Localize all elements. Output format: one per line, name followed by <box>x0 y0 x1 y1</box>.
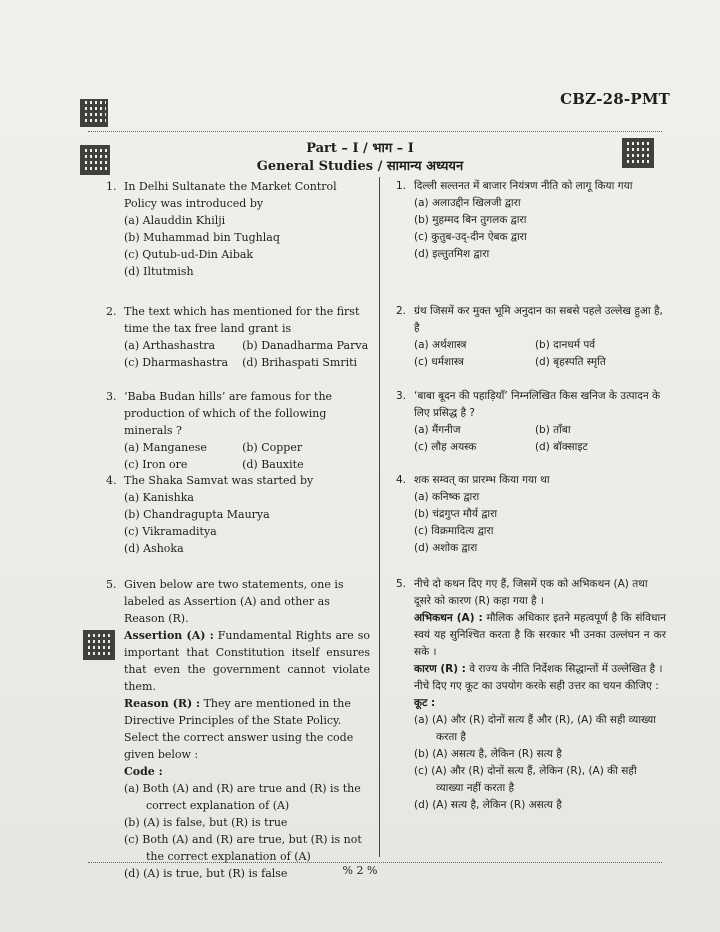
question-3-en <box>106 388 370 473</box>
question-number: 3. <box>106 390 117 403</box>
option-d: (d) Iltutmish <box>124 265 194 278</box>
question-2-hi <box>396 303 666 371</box>
question-text: In Delhi Sultanate the Market Control Policy was introduced by <box>124 180 337 210</box>
option-a: (a) कनिष्क द्वारा <box>414 491 480 503</box>
reason-text: They are mentioned in the Directive Principles of the State Policy. <box>124 697 351 727</box>
option-b: (b) ताँबा <box>534 424 571 436</box>
option-a: (a) मैंगनीज <box>414 424 461 436</box>
assertion-label: Assertion (A) : <box>124 629 214 642</box>
question-text: ग्रंथ जिसमें कर मुक्त भूमि अनुदान का सबसे पहले उल्लेख हुआ है, है <box>414 305 663 334</box>
option-b: (b) Muhammad bin Tughlaq <box>124 231 280 244</box>
option-c: (c) Both (A) and (R) are true, but (R) is not the correct explanation of (A) <box>124 833 362 863</box>
option-a: (a) Manganese <box>124 441 207 454</box>
option-b: (b) Copper <box>242 441 303 454</box>
option-b: (b) मुहम्मद बिन तुगलक द्वारा <box>414 214 527 226</box>
question-text: दिल्ली सल्तनत में बाजार नियंत्रण नीति को लागू किया गया <box>414 180 633 192</box>
question-number: 1. <box>396 180 407 192</box>
option-d: (d) Ashoka <box>124 542 184 555</box>
option-a: (a) (A) और (R) दोनों सत्य हैं और (R), (A) की सही व्याख्या करता है <box>414 714 656 743</box>
option-a: (a) Arthashastra <box>124 339 216 352</box>
footer-rule <box>88 862 662 863</box>
column-divider <box>379 177 380 857</box>
question-number: 2. <box>106 305 117 318</box>
question-text: The text which has mentioned for the first time the tax free land grant is <box>124 305 360 335</box>
option-d: (d) Brihaspati Smriti <box>242 356 358 369</box>
question-2-en <box>106 303 370 371</box>
option-c: (c) (A) और (R) दोनों सत्य हैं, लेकिन (R), (A) की सही व्याख्या नहीं करता है <box>414 765 637 794</box>
option-c: (c) विक्रमादित्य द्वारा <box>414 525 494 537</box>
assertion-text: Fundamental Rights are so important that Constitution itself ensures that even the government cannot violate them. <box>124 629 370 693</box>
question-number: 2. <box>396 305 407 317</box>
code-label: Code : <box>124 765 163 778</box>
option-d: (d) बॉक्साइट <box>534 441 588 453</box>
option-b: (b) (A) असत्य है, लेकिन (R) सत्य है <box>414 748 562 760</box>
question-5-en <box>106 576 370 882</box>
question-number: 1. <box>106 180 117 193</box>
option-b: (b) चंद्रगुप्त मौर्य द्वारा <box>414 508 498 520</box>
option-c: (c) Iron ore <box>124 458 188 471</box>
section-title: General Studies / सामान्य अध्ययन <box>256 159 464 174</box>
option-c: (c) Dharmashastra <box>124 356 229 369</box>
assertion <box>124 627 370 695</box>
option-a: (a) Alauddin Khilji <box>124 214 226 227</box>
question-number: 5. <box>106 578 117 591</box>
qr-code-icon <box>80 99 108 127</box>
option-c: (c) Qutub-ud-Din Aibak <box>124 248 254 261</box>
question-1-en <box>106 178 370 280</box>
option-a: (a) अर्थशास्त्र <box>414 339 467 351</box>
reason-label: Reason (R) : <box>124 697 201 710</box>
option-c: (c) Vikramaditya <box>124 525 217 538</box>
instruction: Select the correct answer using the code given below : <box>124 731 354 761</box>
assertion-text: मौलिक अधिकार इतने महत्वपूर्ण है कि संविधान स्वयं यह सुनिश्चित करता है कि सरकार भी उनका उल्लंघन न कर सके । <box>414 612 666 658</box>
header-rule <box>88 131 662 132</box>
reason <box>414 661 666 678</box>
page-number: % 2 % <box>342 864 378 877</box>
option-c: (c) धर्मशास्त्र <box>414 356 464 368</box>
option-d: (d) (A) सत्य है, लेकिन (R) असत्य है <box>414 799 562 811</box>
option-d: (d) Bauxite <box>242 458 304 471</box>
option-b: (b) (A) is false, but (R) is true <box>124 816 288 829</box>
option-d: (d) अशोक द्वारा <box>414 542 478 554</box>
question-4-en <box>106 472 370 557</box>
option-b: (b) Danadharma Parva <box>242 339 369 352</box>
option-a: (a) अलाउद्दीन खिलजी द्वारा <box>414 197 521 209</box>
question-text: ‘Baba Budan hills’ are famous for the production of which of the following minerals ? <box>124 390 333 437</box>
question-1-hi <box>396 178 666 263</box>
part-title: Part – I / भाग – I <box>306 141 414 156</box>
option-a: (a) Kanishka <box>124 491 194 504</box>
option-d: (d) इल्तुतमिश द्वारा <box>414 248 490 260</box>
question-text: The Shaka Samvat was started by <box>124 474 314 487</box>
option-c: (c) लौह अयस्क <box>414 441 477 453</box>
code-label: कूट : <box>414 697 436 709</box>
question-number: 4. <box>396 474 407 486</box>
question-text: शक सम्वत् का प्रारम्भ किया गया था <box>414 474 550 486</box>
question-text: ‘बाबा बूदन की पहाड़ियाँ’ निम्नलिखित किस खनिज के उत्पादन के लिए प्रसिद्ध है ? <box>414 390 661 419</box>
question-number: 5. <box>396 578 407 590</box>
option-c: (c) कुतुब-उद्-दीन ऐबक द्वारा <box>414 231 527 243</box>
option-d: (d) (A) is true, but (R) is false <box>124 867 288 880</box>
question-number: 3. <box>396 390 407 402</box>
part-heading <box>0 140 720 176</box>
question-5-hi <box>396 576 666 814</box>
option-a: (a) Both (A) and (R) are true and (R) is the correct explanation of (A) <box>124 782 361 812</box>
reason <box>124 695 370 729</box>
assertion <box>414 610 666 661</box>
question-number: 4. <box>106 474 117 487</box>
option-b: (b) Chandragupta Maurya <box>124 508 270 521</box>
question-text: नीचे दो कथन दिए गए हैं, जिसमें एक को अभिकथन (A) तथा दूसरे को कारण (R) कहा गया है । <box>414 578 648 607</box>
question-text: Given below are two statements, one is labeled as Assertion (A) and other as Reason (R). <box>124 578 344 625</box>
reason-text: वे राज्य के नीति निर्देशक सिद्धान्तों में उल्लेखित है । <box>469 663 663 675</box>
instruction: नीचे दिए गए कूट का उपयोग करके सही उत्तर का चयन कीजिए : <box>414 680 659 692</box>
question-3-hi <box>396 388 666 456</box>
reason-label: कारण (R) : <box>414 663 466 675</box>
assertion-label: अभिकथन (A) : <box>414 612 483 624</box>
option-b: (b) दानधर्म पर्व <box>534 339 596 351</box>
option-d: (d) बृहस्पति स्मृति <box>534 356 606 368</box>
paper-code: CBZ-28-PMT <box>560 90 670 108</box>
question-4-hi <box>396 472 666 557</box>
